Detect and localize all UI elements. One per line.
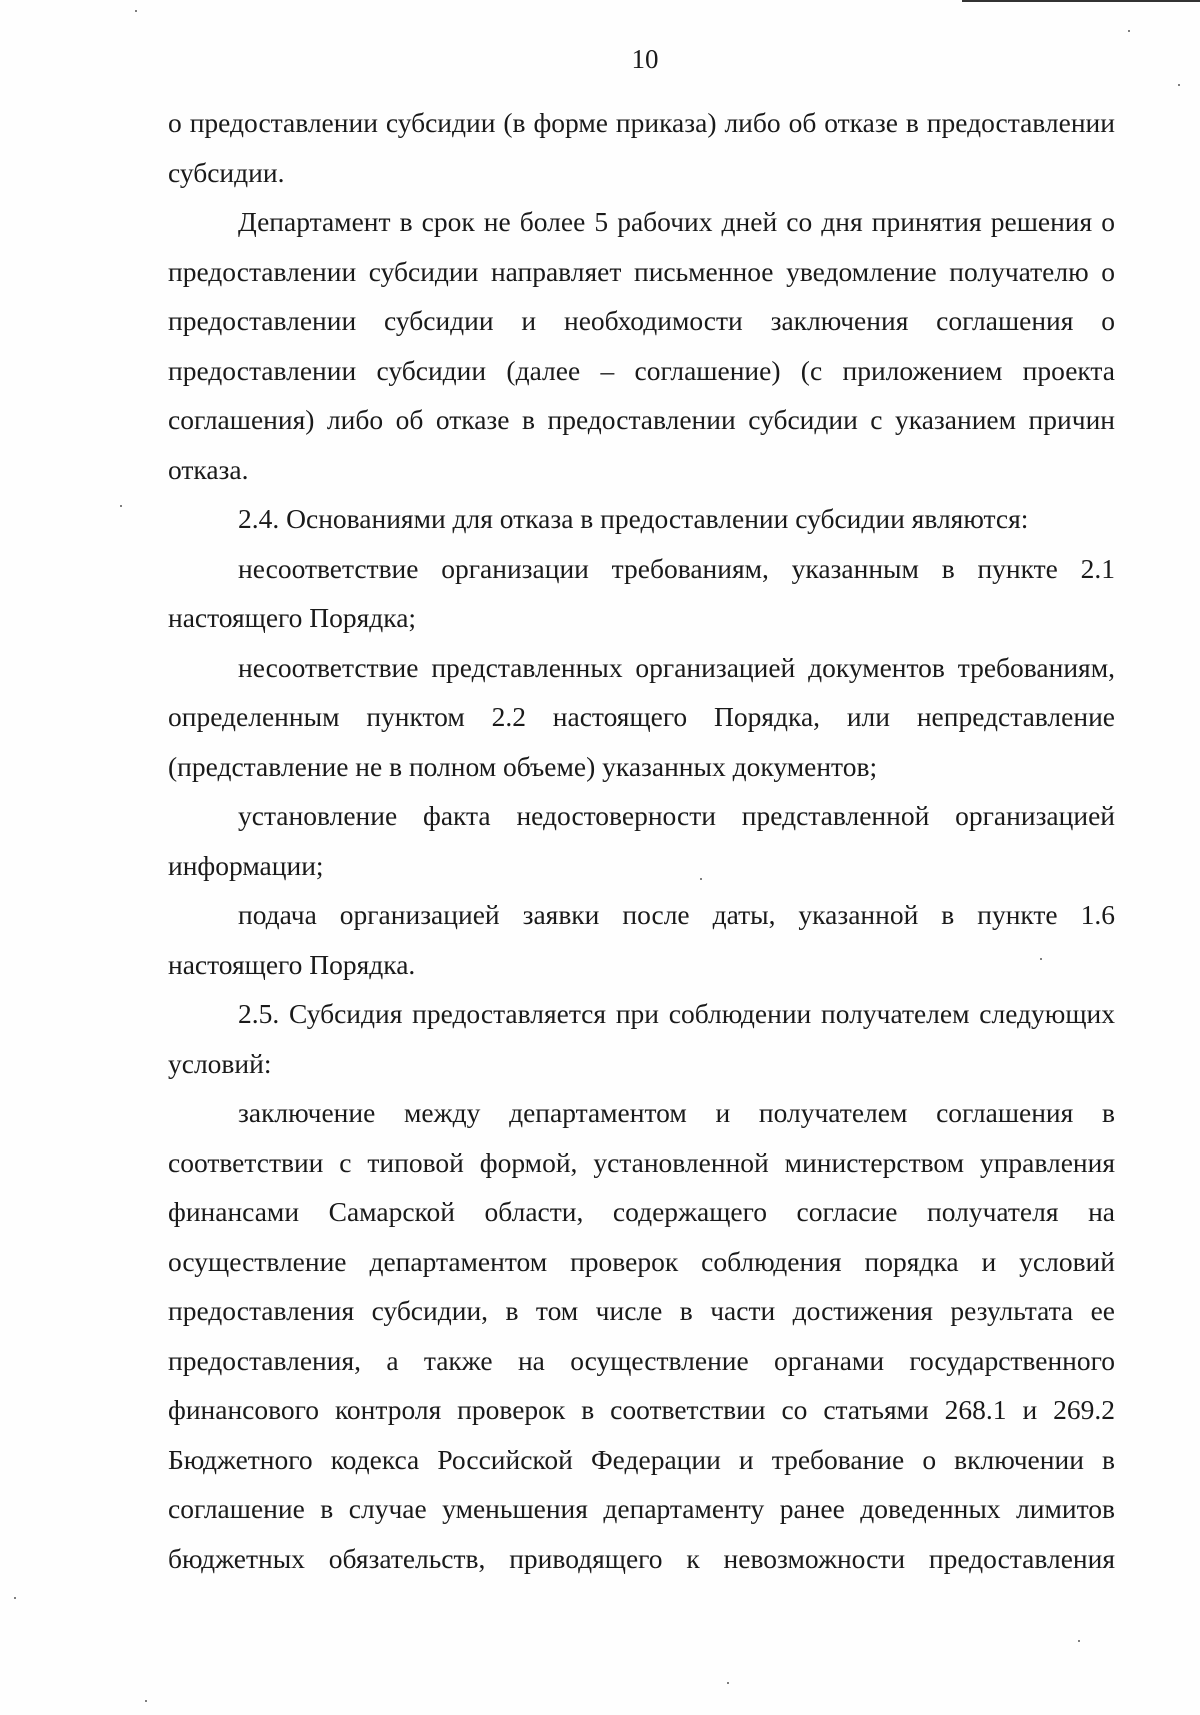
paragraph-8: 2.5. Субсидия предоставляется при соблюдении получателем следующих условий: xyxy=(168,998,1115,1079)
paragraph-4: несоответствие организации требованиям, указанным в пункте 2.1 настоящего Порядка; xyxy=(168,552,1115,633)
scan-speck xyxy=(120,505,122,507)
scan-speck xyxy=(14,1597,16,1599)
paragraph-3: 2.4. Основаниями для отказа в предоставлении субсидии являются: xyxy=(238,503,1029,534)
paragraph-1: о предоставлении субсидии (в форме приказа) либо об отказе в предоставлении субсидии. xyxy=(168,107,1115,188)
paragraph-5: несоответствие представленных организацией документов требованиям, определенным пунктом 2.2 настоящего Порядка, или непредставление (представление не в полном объеме) указанных документов; xyxy=(168,651,1115,782)
scan-speck xyxy=(727,1682,729,1684)
scan-speck xyxy=(1128,30,1130,32)
top-edge-rule xyxy=(962,0,1200,2)
scan-speck xyxy=(1178,84,1180,86)
scan-speck xyxy=(700,878,702,880)
paragraph-9: заключение между департаментом и получателем соглашения в соответствии с типовой формой, установленной министерством управления финансами Самарской области, содержащего согласие получателя на осуществление департаментом проверок соблюдения порядка и условий предоставления субсидии, в том числе в части достижения результата ее предоставления, а также на осуществление органами государственного финансового контроля проверок в соответствии со статьями 268.1 и 269.2 Бюджетного кодекса Российской Федерации и требование о включении в соглашение в случае уменьшения департаменту ранее доведенных лимитов бюджетных обязательств, приводящего к невозможности предоставления xyxy=(168,1097,1115,1574)
scan-speck xyxy=(1040,958,1042,960)
paragraph-2: Департамент в срок не более 5 рабочих дней со дня принятия решения о предоставлении субсидии направляет письменное уведомление получателю о предоставлении субсидии и необходимости заключения соглашения о предоставлении субсидии (далее – соглашение) (с приложением проекта соглашения) либо об отказе в предоставлении субсидии с указанием причин отказа. xyxy=(168,206,1115,485)
scan-speck xyxy=(1078,1640,1080,1642)
paragraph-7: подача организацией заявки после даты, указанной в пункте 1.6 настоящего Порядка. xyxy=(168,899,1115,980)
document-body xyxy=(168,98,1115,1583)
page-number: 10 xyxy=(631,44,659,74)
paragraph-6: установление факта недостоверности представленной организацией информации; xyxy=(168,800,1115,881)
scan-speck xyxy=(135,10,137,12)
scan-speck xyxy=(145,1700,147,1702)
